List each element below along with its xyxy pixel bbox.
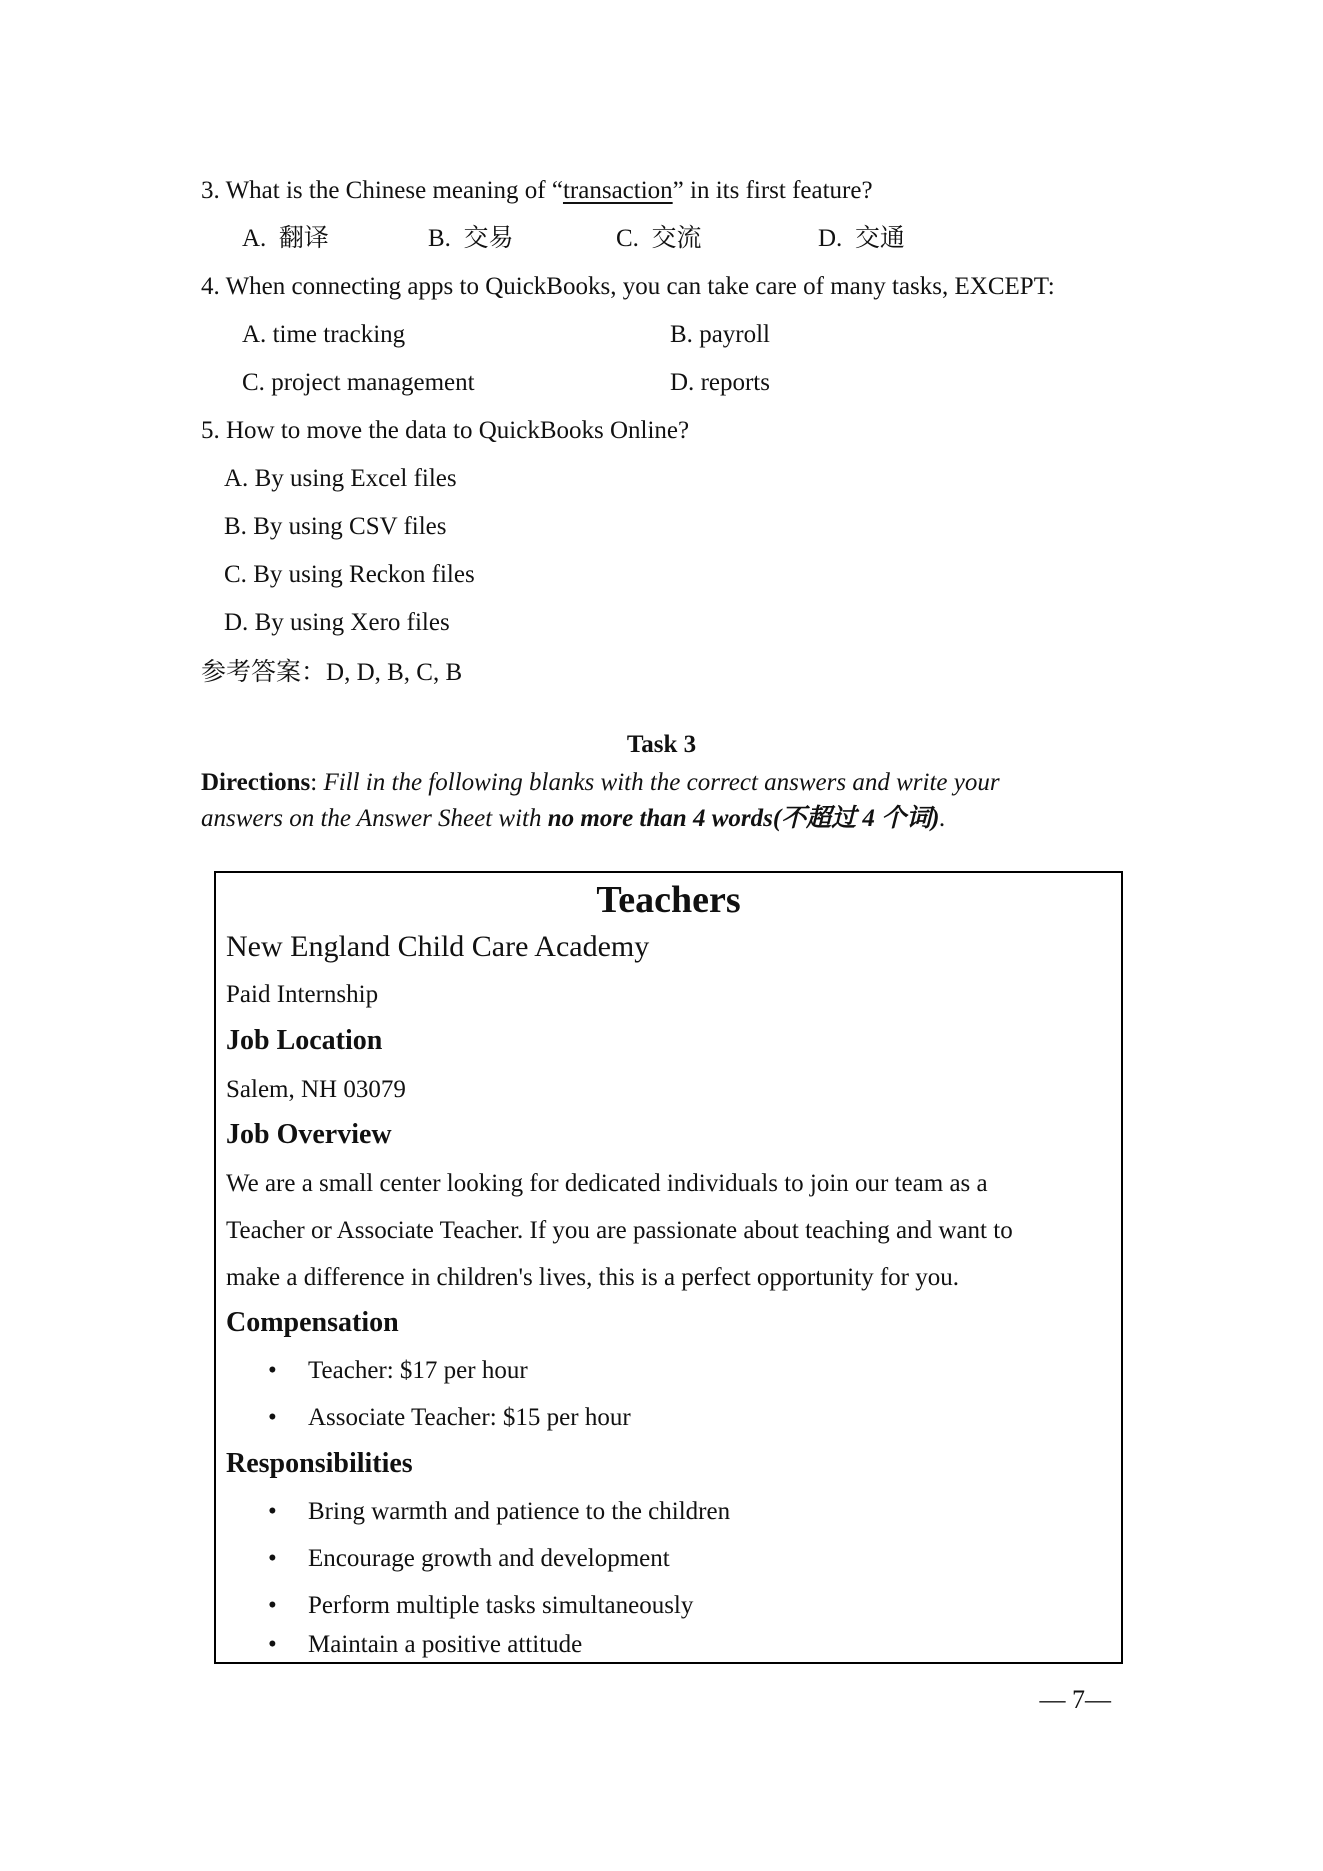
- job-type: Paid Internship: [226, 981, 379, 1008]
- overview-line-3: make a difference in children's lives, this is a perfect opportunity for you.: [226, 1264, 959, 1291]
- overview-line-2: Teacher or Associate Teacher. If you are passionate about teaching and want to: [226, 1217, 1013, 1244]
- keyword-transaction: transaction: [562, 177, 673, 204]
- q3-option-d: D. 交通: [818, 225, 905, 252]
- employer-name: New England Child Care Academy: [226, 930, 650, 963]
- question-4: [201, 272, 1055, 302]
- task-title: Task 3: [626, 731, 697, 758]
- question-text: How to move the data to QuickBooks Online?: [226, 417, 690, 444]
- compensation-heading: Compensation: [226, 1307, 399, 1338]
- job-posting-box: Teachers New England Child Care Academy Paid Internship Job Location Salem, NH 03079 Job Overview We are a small center looking for dedicated individuals to join our team as a Teacher or Associate Teacher. If you are passionate about teaching and want to make a difference in children's lives, this is a perfect opportunity for you. Compensation • Teacher: $17 per hour • Associate Teacher: $15 per hour Responsibilities • Bring warmth and patience to the children • Encourage growth and development • Perform multiple tasks simultaneously • Maintain a positive attitude: [214, 871, 1123, 1664]
- q5-option-d: D. By using Xero files: [224, 609, 450, 636]
- q5-option-b: B. By using CSV files: [224, 513, 447, 540]
- q3-option-c: C. 交流: [616, 225, 702, 252]
- q5-option-a: A. By using Excel files: [224, 465, 457, 492]
- question-number: 3.: [201, 177, 220, 204]
- overview-heading: Job Overview: [226, 1119, 392, 1150]
- responsibilities-heading: Responsibilities: [226, 1448, 413, 1479]
- q5-option-c: C. By using Reckon files: [224, 561, 475, 588]
- question-text: What is the Chinese meaning of “: [225, 177, 563, 204]
- q4-option-c: C. project management: [242, 369, 475, 396]
- answer-key-label: 参考答案：: [201, 659, 327, 686]
- job-location: Salem, NH 03079: [226, 1076, 406, 1103]
- q3-option-a: A. 翻译: [242, 225, 329, 252]
- posting-title: Teachers: [596, 879, 741, 921]
- question-text: When connecting apps to QuickBooks, you can take care of many tasks, EXCEPT:: [225, 273, 1055, 300]
- directions-line-1: Directions: Fill in the following blanks with the correct answers and write your: [201, 769, 1000, 796]
- page-number: — 7—: [1039, 1685, 1111, 1714]
- bullet-icon: •: [268, 1357, 277, 1384]
- bullet-icon: •: [268, 1592, 277, 1619]
- bullet-icon: •: [268, 1631, 277, 1658]
- bullet-icon: •: [268, 1498, 277, 1525]
- question-number: 4.: [201, 273, 220, 300]
- bullet-icon: •: [268, 1545, 277, 1572]
- question-text-end: ” in its first feature?: [672, 177, 873, 204]
- q4-option-b: B. payroll: [670, 321, 771, 348]
- answer-key-value: D, D, B, C, B: [326, 659, 463, 686]
- directions-line-2: answers on the Answer Sheet with no more than 4 words(不超过 4 个词).: [201, 805, 946, 832]
- location-heading: Job Location: [226, 1025, 383, 1056]
- question-5: [201, 416, 689, 446]
- q4-option-a: A. time tracking: [242, 321, 406, 348]
- question-3: [201, 176, 873, 206]
- overview-line-1: We are a small center looking for dedicated individuals to join our team as a: [226, 1170, 988, 1197]
- bullet-icon: •: [268, 1404, 277, 1431]
- question-number: 5.: [201, 417, 220, 444]
- answer-key: [201, 658, 462, 688]
- q4-option-d: D. reports: [670, 369, 770, 396]
- q3-option-b: B. 交易: [428, 225, 514, 252]
- directions-label: Directions: [201, 769, 311, 796]
